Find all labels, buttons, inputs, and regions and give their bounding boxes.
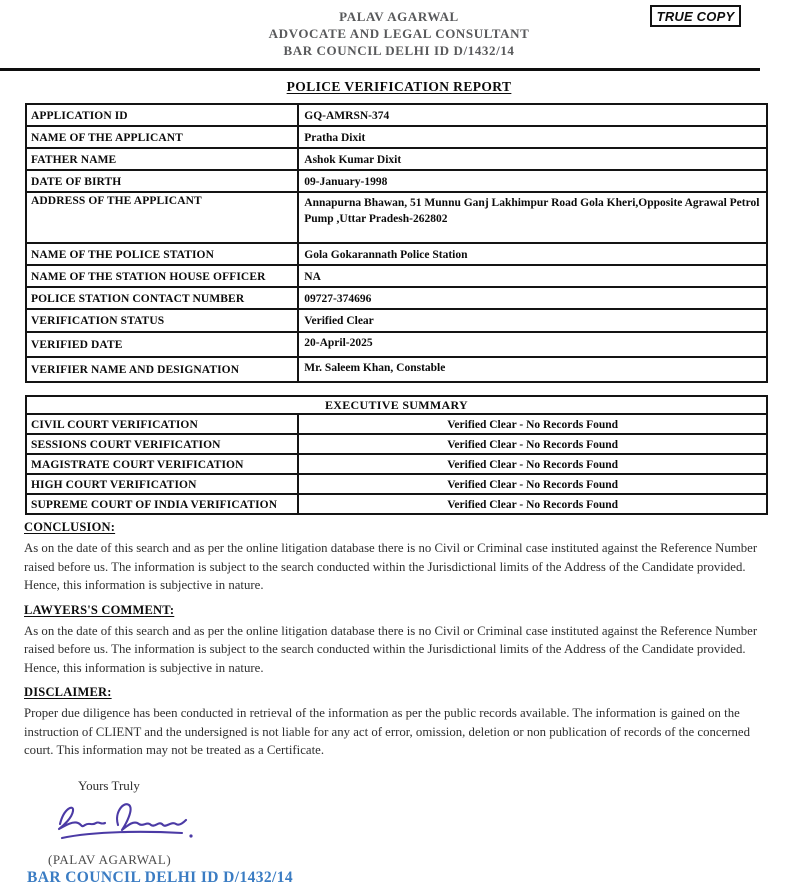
- row-label: VERIFIER NAME AND DESIGNATION: [27, 358, 299, 381]
- row-value: Ashok Kumar Dixit: [304, 153, 402, 166]
- table-row-application-id: [27, 105, 766, 125]
- report-table: [25, 103, 768, 383]
- advocate-title: ADVOCATE AND LEGAL CONSULTANT: [268, 26, 530, 41]
- handwritten-signature: [50, 798, 220, 850]
- row-value: Verified Clear - No Records Found: [447, 498, 619, 511]
- table-row-date-of-birth: [27, 169, 766, 191]
- row-value: Verified Clear - No Records Found: [447, 458, 619, 471]
- table-row-applicant-name: [27, 125, 766, 147]
- executive-summary-heading: EXECUTIVE SUMMARY: [324, 397, 469, 412]
- table-row-sessions-court: [27, 433, 766, 453]
- row-label: CIVIL COURT VERIFICATION: [27, 415, 299, 433]
- lawyers-comment-body: As on the date of this search and as per the online litigation database there is no Civil or Criminal case instituted against the Reference Number raised before us. The information is subject to the search conducted within the Jurisdictional limits of the Address of the Candidate provided. Hence, this information is subjective in nature.: [24, 623, 758, 675]
- table-row-police-station: [27, 242, 766, 264]
- table-row-address: [27, 191, 766, 242]
- row-label: VERIFICATION STATUS: [27, 310, 299, 331]
- row-value: GQ-AMRSN-374: [304, 109, 390, 122]
- table-row-contact-number: [27, 286, 766, 308]
- executive-summary-table: [25, 395, 768, 515]
- title-row: [0, 78, 798, 96]
- advocate-name: PALAV AGARWAL: [339, 9, 459, 24]
- bar-council-id: BAR COUNCIL DELHI ID D/1432/14: [283, 43, 515, 58]
- table-row-magistrate-court: [27, 453, 766, 473]
- row-label: NAME OF THE POLICE STATION: [27, 244, 299, 264]
- closing-text: Yours Truly: [78, 777, 140, 793]
- header-divider: [0, 68, 760, 71]
- row-label: ADDRESS OF THE APPLICANT: [27, 193, 299, 242]
- page-title: POLICE VERIFICATION REPORT: [286, 79, 512, 94]
- disclaimer-heading: DISCLAIMER:: [24, 685, 112, 699]
- table-row-station-house-officer: [27, 264, 766, 286]
- row-value: 09727-374696: [304, 292, 372, 305]
- row-label: NAME OF THE STATION HOUSE OFFICER: [27, 266, 299, 286]
- row-label: NAME OF THE APPLICANT: [27, 127, 299, 147]
- table-row-high-court: [27, 473, 766, 493]
- conclusion-body: As on the date of this search and as per the online litigation database there is no Civil or Criminal case instituted against the Reference Number raised before us. The information is subject to the search conducted within the Jurisdictional limits of the Address of the Candidate provided. Hence, this information is subjective in nature.: [24, 541, 758, 592]
- disclaimer-section: [24, 685, 772, 760]
- row-value: Gola Gokarannath Police Station: [304, 248, 468, 261]
- row-label: HIGH COURT VERIFICATION: [27, 475, 299, 493]
- row-value: Pratha Dixit: [304, 131, 366, 144]
- lawyers-comment-section: [24, 603, 772, 678]
- row-label: VERIFIED DATE: [27, 333, 299, 356]
- table-row-verified-date: [27, 331, 766, 356]
- row-label: MAGISTRATE COURT VERIFICATION: [27, 455, 299, 473]
- conclusion-section: [24, 520, 772, 595]
- table-row-verifier-name: [27, 356, 766, 381]
- row-value: Mr. Saleem Khan, Constable: [304, 362, 446, 374]
- executive-summary-header-row: [27, 397, 766, 413]
- row-value: NA: [304, 270, 321, 283]
- row-value: Annapurna Bhawan, 51 Munnu Ganj Lakhimpur Road Gola Kheri,Opposite Agrawal Petrol Pump ,Uttar Pradesh-262802: [304, 197, 760, 225]
- table-row-supreme-court: [27, 493, 766, 513]
- row-value: 09-January-1998: [304, 175, 388, 188]
- row-value: Verified Clear - No Records Found: [447, 438, 619, 451]
- table-row-father-name: [27, 147, 766, 169]
- true-copy-stamp: TRUE COPY: [650, 5, 741, 27]
- lawyers-comment-heading: LAWYERS'S COMMENT:: [24, 602, 175, 617]
- row-value: Verified Clear - No Records Found: [447, 418, 619, 431]
- row-label: APPLICATION ID: [27, 105, 299, 125]
- row-value: Verified Clear - No Records Found: [447, 478, 619, 491]
- bar-council-footer: BAR COUNCIL DELHI ID D/1432/14: [27, 868, 294, 886]
- row-label: SUPREME COURT OF INDIA VERIFICATION: [27, 495, 299, 513]
- disclaimer-body: Proper due diligence has been conducted in retrieval of the information as per the public records available. The information is gained on the instruction of CLIENT and the undersigned is not liable for any act of error, omission, deletion or non publication of records of the concerned court. This information may not be treated as a Certificate.: [24, 706, 750, 757]
- row-label: SESSIONS COURT VERIFICATION: [27, 435, 299, 453]
- signatory-name: (PALAV AGARWAL): [48, 851, 172, 867]
- table-row-verification-status: [27, 308, 766, 331]
- row-label: POLICE STATION CONTACT NUMBER: [27, 288, 299, 308]
- row-label: DATE OF BIRTH: [27, 171, 299, 191]
- table-row-civil-court: [27, 413, 766, 433]
- row-label: FATHER NAME: [27, 149, 299, 169]
- row-value: 20-April-2025: [304, 337, 373, 349]
- row-value: Verified Clear: [304, 315, 374, 327]
- conclusion-heading: CONCLUSION:: [24, 520, 116, 534]
